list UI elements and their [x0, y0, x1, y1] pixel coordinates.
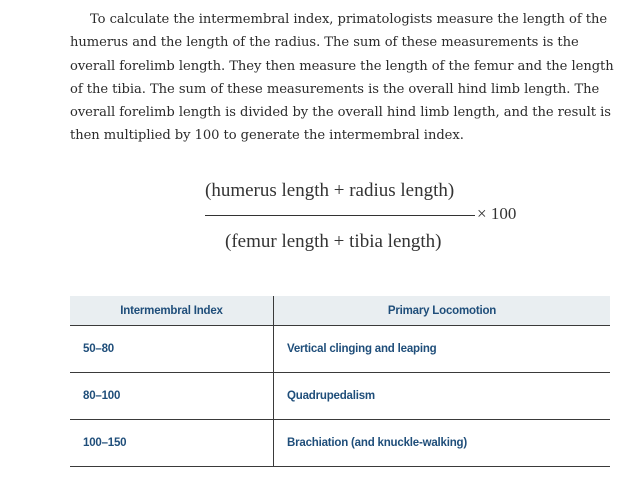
table-row: [70, 420, 610, 467]
locomotion-cell: Quadrupedalism: [274, 373, 611, 420]
header-primary-locomotion: Primary Locomotion: [274, 296, 611, 326]
locomotion-cell: Brachiation (and knuckle-walking): [274, 420, 611, 467]
table-row: [70, 326, 610, 373]
intermembral-formula: [205, 178, 535, 268]
body-paragraph: To calculate the intermembral index, primatologists measure the length of the humerus and the length of the radius. The sum of these measurements is the overall forelimb length. They then measure the length of the femur and the length of the tibia. The sum of these measurements is the overall hind limb length. The overall forelimb length is divided by the overall hind limb length, and the result is then multiplied by 100 to generate the intermembral index.: [70, 12, 614, 144]
fraction-bar: [205, 215, 475, 216]
table-row: [70, 373, 610, 420]
formula-multiplier: × 100: [477, 204, 517, 223]
header-intermembral-index: Intermembral Index: [70, 296, 274, 326]
formula-denominator: (femur length + tibia length): [225, 231, 442, 252]
locomotion-table: [70, 296, 610, 467]
locomotion-cell: Vertical clinging and leaping: [274, 326, 611, 373]
formula-numerator: (humerus length + radius length): [205, 180, 455, 201]
index-range-cell: 50–80: [70, 326, 274, 373]
index-range-cell: 80–100: [70, 373, 274, 420]
table-header-row: [70, 296, 610, 326]
index-range-cell: 100–150: [70, 420, 274, 467]
